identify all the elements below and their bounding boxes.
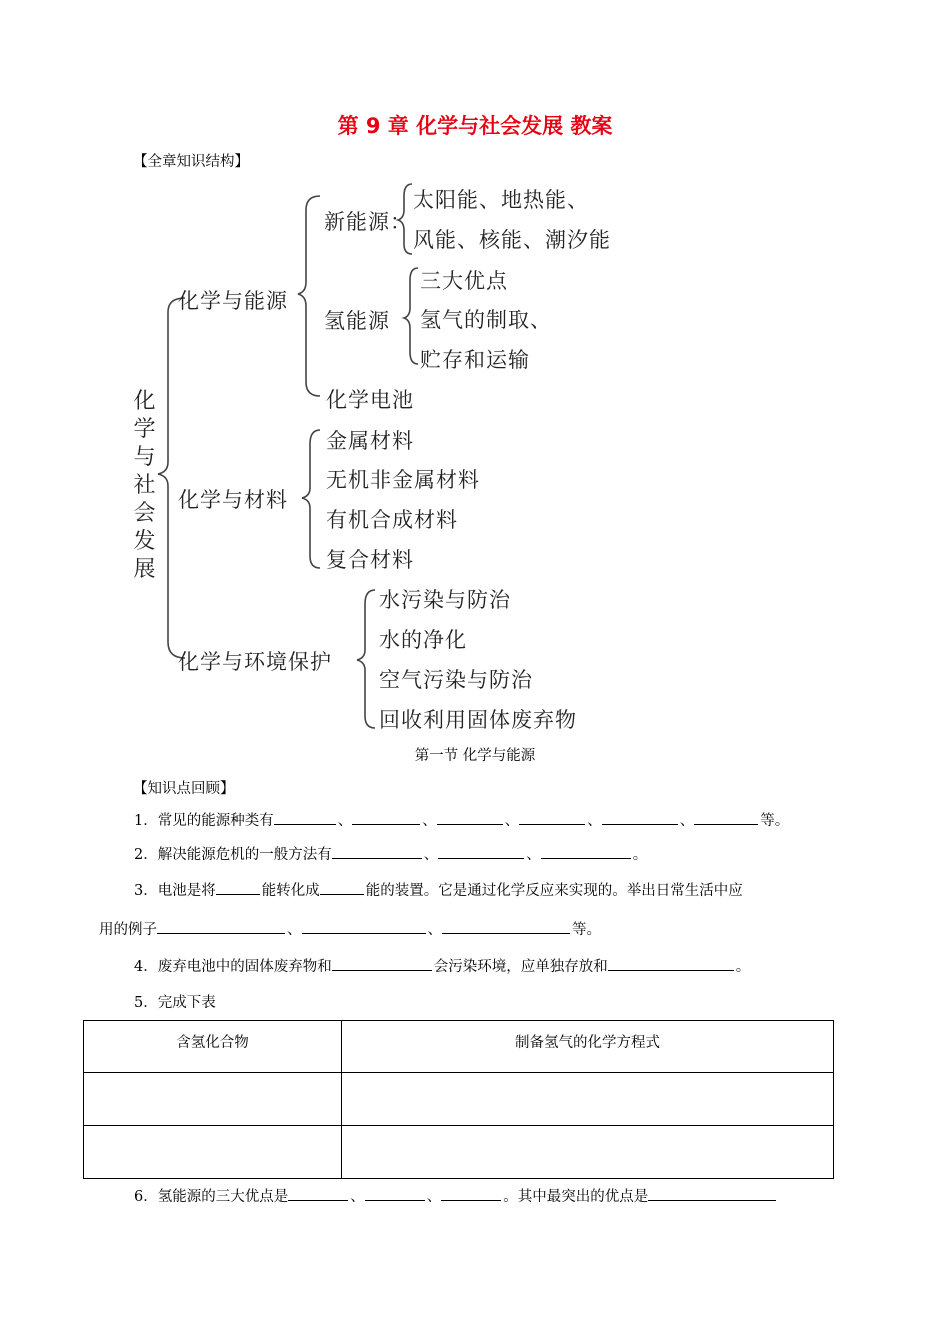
section-title: 第一节 化学与能源 bbox=[414, 748, 536, 764]
answer-blank[interactable] bbox=[365, 1185, 425, 1201]
hydrogen-bracket bbox=[404, 268, 418, 364]
materials-bracket bbox=[302, 430, 320, 568]
review-label: 【知识点回顾】 bbox=[133, 781, 235, 797]
answer-blank[interactable] bbox=[438, 843, 524, 859]
mindmap-materials: 化学与材料 bbox=[178, 488, 288, 512]
mindmap-new-energy-line2: 风能、核能、潮汐能 bbox=[413, 228, 611, 252]
mindmap-energy: 化学与能源 bbox=[178, 289, 288, 313]
table-cell[interactable] bbox=[84, 1126, 342, 1179]
mindmap-new-energy-label: 新能源： bbox=[324, 210, 412, 234]
mindmap-materials-item: 复合材料 bbox=[326, 548, 414, 572]
table-cell[interactable] bbox=[84, 1073, 342, 1126]
answer-blank[interactable] bbox=[157, 918, 285, 934]
question-5: 5．完成下表 bbox=[134, 995, 216, 1011]
answer-blank[interactable] bbox=[352, 809, 420, 825]
answer-blank[interactable] bbox=[302, 918, 426, 934]
mindmap-environment-item: 回收利用固体废弃物 bbox=[379, 708, 577, 732]
answer-blank[interactable] bbox=[332, 843, 422, 859]
answer-blank[interactable] bbox=[694, 809, 758, 825]
mindmap-hydrogen-item: 贮存和运输 bbox=[420, 348, 530, 372]
question-2: 2．解决能源危机的一般方法有 、 、 。 bbox=[134, 843, 647, 864]
answer-blank[interactable] bbox=[332, 955, 432, 971]
answer-blank[interactable] bbox=[288, 1185, 348, 1201]
mindmap-environment-item: 水污染与防治 bbox=[379, 588, 511, 612]
answer-blank[interactable] bbox=[519, 809, 585, 825]
answer-blank[interactable] bbox=[648, 1185, 776, 1201]
page-title: 第 9 章 化学与社会发展 教案 bbox=[337, 114, 613, 138]
question-1: 1．常见的能源种类有 、 、 、 、 、 等。 bbox=[134, 809, 789, 830]
mindmap-materials-item: 有机合成材料 bbox=[326, 508, 458, 532]
table-header: 含氢化合物 bbox=[84, 1021, 342, 1073]
mindmap-battery: 化学电池 bbox=[326, 388, 414, 412]
root-bracket bbox=[158, 298, 185, 658]
question-6: 6．氢能源的三大优点是 、 、 。其中最突出的优点是 bbox=[134, 1185, 778, 1206]
mindmap-environment-item: 水的净化 bbox=[379, 628, 467, 652]
mindmap-environment-item: 空气污染与防治 bbox=[379, 668, 533, 692]
mindmap-materials-item: 无机非金属材料 bbox=[326, 468, 480, 492]
table-cell[interactable] bbox=[342, 1073, 834, 1126]
answer-blank[interactable] bbox=[608, 955, 734, 971]
answer-blank[interactable] bbox=[442, 918, 570, 934]
mindmap-hydrogen-item: 三大优点 bbox=[420, 269, 508, 293]
answer-blank[interactable] bbox=[320, 879, 364, 895]
mindmap-hydrogen-label: 氢能源 bbox=[324, 309, 390, 333]
answer-blank[interactable] bbox=[441, 1185, 501, 1201]
question-4: 4．废弃电池中的固体废弃物和 会污染环境，应单独存放和 。 bbox=[134, 955, 750, 976]
answer-blank[interactable] bbox=[541, 843, 631, 859]
energy-bracket bbox=[298, 196, 320, 396]
question-3: 3．电池是将 能转化成 能的装置。它是通过化学反应来实现的。举出日常生活中应 bbox=[134, 879, 743, 900]
hydrogen-table bbox=[83, 1020, 834, 1179]
mindmap-new-energy-line1: 太阳能、地热能、 bbox=[413, 188, 589, 212]
answer-blank[interactable] bbox=[437, 809, 503, 825]
table-cell[interactable] bbox=[342, 1126, 834, 1179]
answer-blank[interactable] bbox=[602, 809, 678, 825]
mindmap-root: 化学与社会发展 bbox=[133, 389, 157, 582]
environment-bracket bbox=[357, 590, 375, 728]
mindmap-environment: 化学与环境保护 bbox=[178, 650, 332, 674]
mindmap-hydrogen-item: 氢气的制取、 bbox=[420, 308, 552, 332]
answer-blank[interactable] bbox=[216, 879, 260, 895]
chapter-structure-label: 【全章知识结构】 bbox=[133, 154, 249, 170]
table-header: 制备氢气的化学方程式 bbox=[342, 1021, 834, 1073]
answer-blank[interactable] bbox=[274, 809, 336, 825]
question-3-continued: 用的例子 、 、 等。 bbox=[99, 918, 601, 939]
mindmap-materials-item: 金属材料 bbox=[326, 429, 414, 453]
